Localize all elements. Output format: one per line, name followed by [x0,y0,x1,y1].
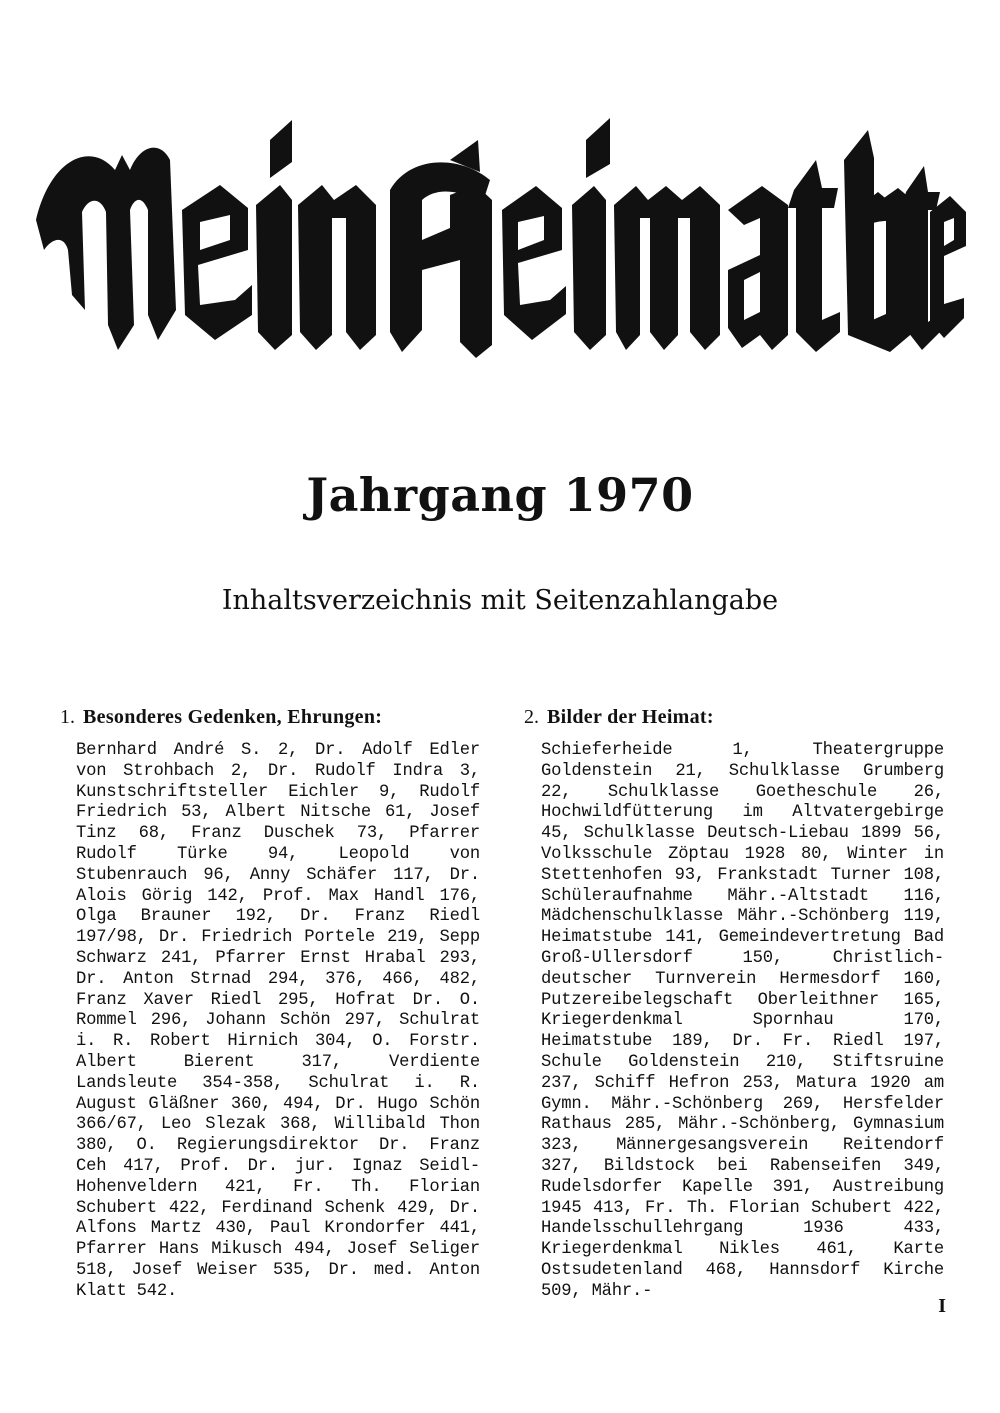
section-body-text: Bernhard André S. 2, Dr. Adolf Edler von Strohbach 2, Dr. Rudolf Indra 3, Kunstschriftsteller Eichler 9, Rudolf Friedrich 53, Albert Nitsche 61, Josef Tinz 68, Franz Duschek 73, Pfarrer Rudolf Türke 94, Leopold von Stubenrauch 96, Anny Schäfer 117, Dr. Alois Görig 142, Prof. Max Handl 176, Olga Brauner 192, Dr. Franz Riedl 197/98, Dr. Friedrich Portele 219, Sepp Schwarz 241, Pfarrer Ernst Hrabal 293, Dr. Anton Strnad 294, 376, 466, 482, Franz Xaver Riedl 295, Hofrat Dr. O. Rommel 296, Johann Schön 297, Schulrat i. R. Robert Hirnich 304, O. Forstr. Albert Bierent 317, Verdiente Landsleute 354-358, Schulrat i. R. August Gläßner 360, 494, Dr. Hugo Schön 366/67, Leo Slezak 368, Willibald Thon 380, O. Regierungsdirektor Dr. Franz Ceh 417, Prof. Dr. jur. Ignaz Seidl-Hohenveldern 421, Fr. Th. Florian Schubert 422, Ferdinand Schenk 429, Dr. Alfons Martz 430, Paul Krondorfer 441, Pfarrer Hans Mikusch 494, Josef Seliger 518, Josef Weiser 535, Dr. med. Anton Klatt 542. [76,741,480,1301]
section-heading [524,706,944,729]
page-number: I [938,1295,946,1317]
page-title: Jahrgang 1970 [306,468,694,522]
section-heading [60,706,480,729]
section-number: 1. [60,706,75,728]
blackletter-logo-tail [30,100,970,360]
section-title: Besonderes Gedenken, Ehrungen: [83,706,383,728]
page-subtitle: Inhaltsverzeichnis mit Seitenzahlangabe [221,585,779,616]
section-column-left [60,706,480,1303]
section-body-text: Schieferheide 1, Theatergruppe Goldenstein 21, Schulklasse Grumberg 22, Schulklasse Goetheschule 26, Hochwildfütterung im Altvatergebirge 45, Schulklasse Deutsch-Liebau 1899 56, Volksschule Zöptau 1928 80, Winter in Stettenhofen 93, Frankstadt Turner 108, Schüleraufnahme Mähr.-Altstadt 116, Mädchenschulklasse Mähr.-Schönberg 119, Heimatstube 141, Gemeindevertretung Bad Groß-Ullersdorf 150, Christlich-deutscher Turnverein Hermesdorf 160, Putzereibelegschaft Oberleithner 165, Kriegerdenkmal Spornhau 170, Heimatstube 189, Dr. Fr. Riedl 197, Schule Goldenstein 210, Stiftsruine 237, Schiff Hefron 253, Matura 1920 am Gymn. Mähr.-Schönberg 269, Hersfelder Rathaus 285, Mähr.-Schönberg, Gymnasium 323, Männergesangsverein Reitendorf 327, Bildstock bei Rabenseifen 349, Rudelsdorfer Kapelle 391, Austreibung 1945 413, Fr. Th. Florian Schubert 422, Handelsschullehrgang 1936 433, Kriegerdenkmal Nikles 461, Karte Ostsudetenland 468, Hannsdorf Kirche 509, Mähr.- [541,741,944,1301]
section-column-right [524,706,944,1303]
section-number: 2. [524,706,539,728]
section-title: Bilder der Heimat: [547,706,714,728]
masthead-logo [30,100,970,360]
